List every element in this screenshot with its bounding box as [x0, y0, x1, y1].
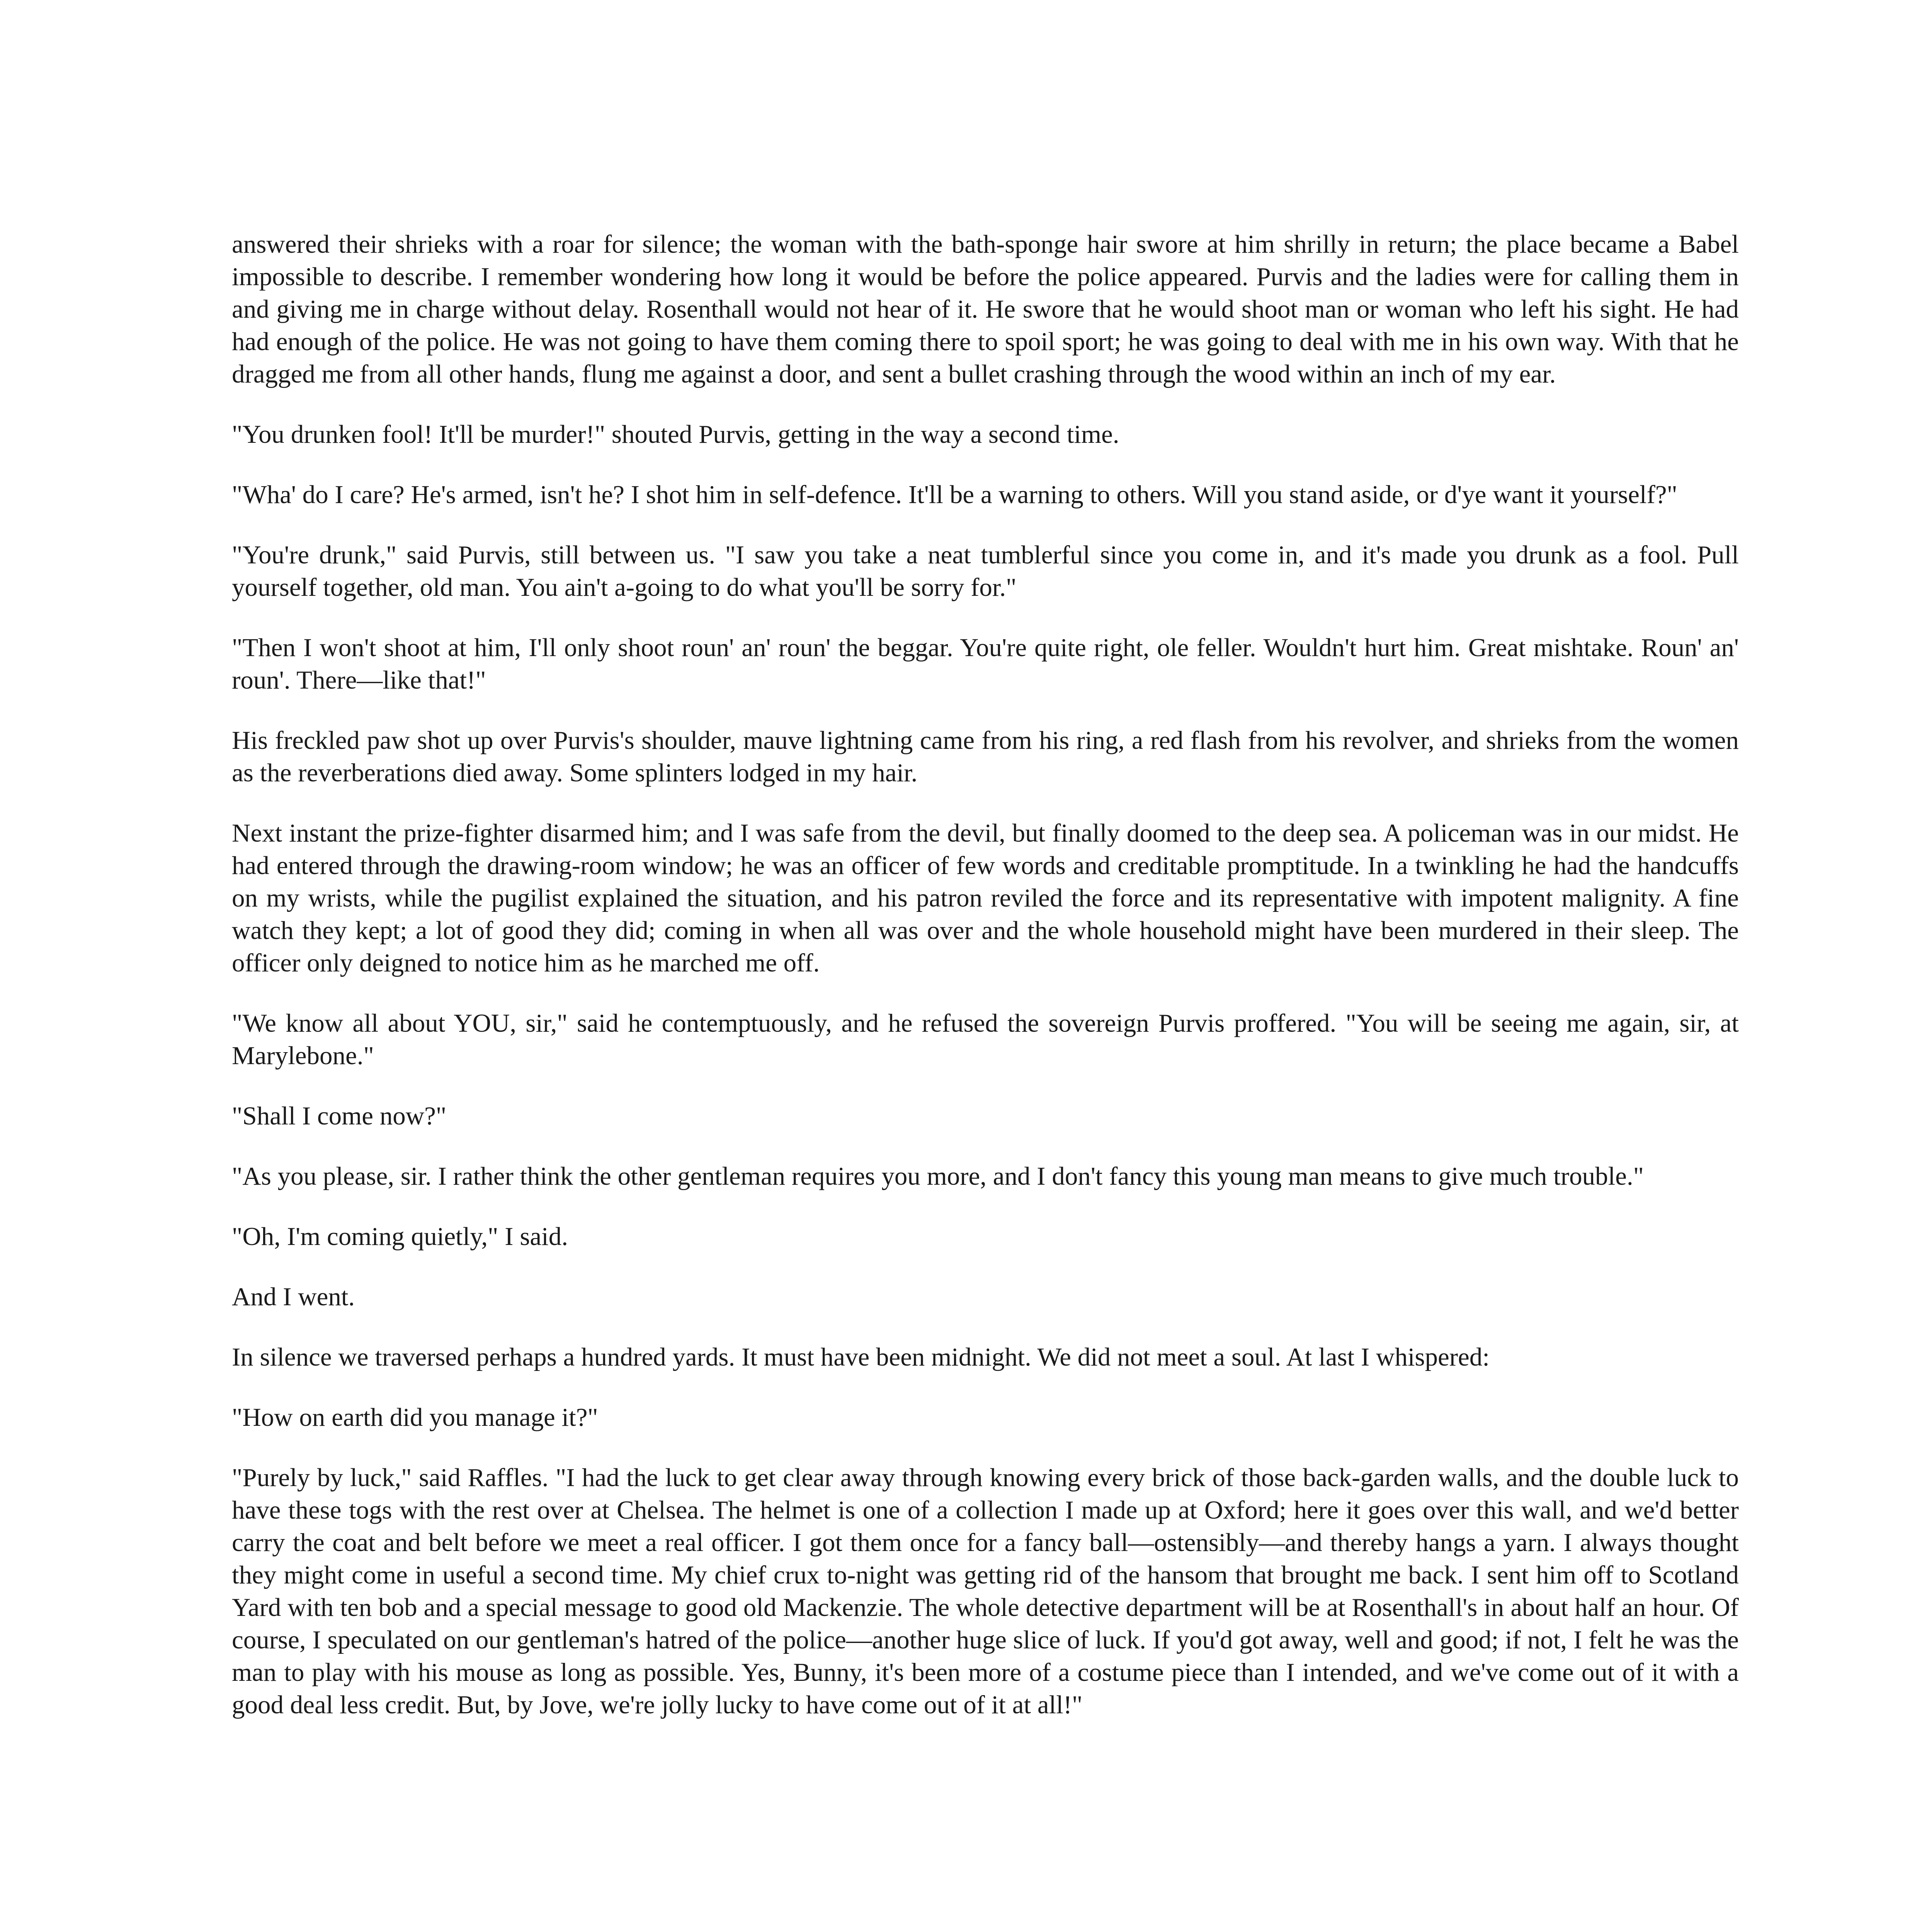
paragraph-10: "As you please, sir. I rather think the other gentleman requires you more, and I don't fancy this young man means to give much trouble." — [232, 1162, 1644, 1190]
paragraph-6: His freckled paw shot up over Purvis's shoulder, mauve lightning came from his ring, a red flash from his revolver, and shrieks from the women as the reverberations died away. Some splinters lodged in my hair. — [232, 726, 1739, 787]
paragraph-1: answered their shrieks with a roar for silence; the woman with the bath-sponge hair swore at him shrilly in return; the place became a Babel impossible to describe. I remember wondering how long it would be before the police appeared. Purvis and the ladies were for calling them in and giving me in charge without delay. Rosenthall would not hear of it. He swore that he would shoot man or woman who left his sight. He had had enough of the police. He was not going to have them coming there to spoil sport; he was going to deal with me in his own way. With that he dragged me from all other hands, flung me against a door, and sent a bullet crashing through the wood within an inch of my ear. — [232, 230, 1739, 388]
paragraph-13: In silence we traversed perhaps a hundred yards. It must have been midnight. We did not meet a soul. At last I whispered: — [232, 1343, 1490, 1371]
paragraph-11: "Oh, I'm coming quietly," I said. — [232, 1222, 568, 1251]
paragraph-8: "We know all about YOU, sir," said he contemptuously, and he refused the sovereign Purvis proffered. "You will be seeing me again, sir, at Marylebone." — [232, 1009, 1739, 1070]
paragraph-4: "You're drunk," said Purvis, still between us. "I saw you take a neat tumblerful since you come in, and it's made you drunk as a fool. Pull yourself together, old man. You ain't a-going to do what you'll be sorry for." — [232, 541, 1739, 602]
paragraph-9: "Shall I come now?" — [232, 1102, 447, 1130]
paragraph-7: Next instant the prize-fighter disarmed him; and I was safe from the devil, but finally doomed to the deep sea. A policeman was in our midst. He had entered through the drawing-room window; he was an officer of few words and creditable promptitude. In a twinkling he had the handcuffs on my wrists, while the pugilist explained the situation, and his patron reviled the force and its representative with impotent malignity. A fine watch they kept; a lot of good they did; coming in when all was over and the whole household might have been murdered in their sleep. The officer only deigned to notice him as he marched me off. — [232, 819, 1739, 977]
paragraph-14: "How on earth did you manage it?" — [232, 1403, 598, 1432]
paragraph-15: "Purely by luck," said Raffles. "I had the luck to get clear away through knowing every brick of those back-garden walls, and the double luck to have these togs with the rest over at Chelsea. The helmet is one of a collection I made up at Oxford; here it goes over this wall, and we'd better carry the coat and belt before we meet a real officer. I got them once for a fancy ball—ostensibly—and thereby hangs a yarn. I always thought they might come in useful a second time. My chief crux to-night was getting rid of the hansom that brought me back. I sent him off to Scotland Yard with ten bob and a special message to good old Mackenzie. The whole detective department will be at Rosenthall's in about half an hour. Of course, I speculated on our gentleman's hatred of the police—another huge slice of luck. If you'd got away, well and good; if not, I felt he was the man to play with his mouse as long as possible. Yes, Bunny, it's been more of a costume piece than I intended, and we've come out of it with a good deal less credit. But, by Jove, we're jolly lucky to have come out of it at all!" — [232, 1463, 1739, 1719]
body-text — [232, 228, 1739, 1749]
paragraph-12: And I went. — [232, 1282, 355, 1311]
paragraph-3: "Wha' do I care? He's armed, isn't he? I shot him in self-defence. It'll be a warning to others. Will you stand aside, or d'ye want it yourself?" — [232, 480, 1678, 509]
paragraph-2: "You drunken fool! It'll be murder!" shouted Purvis, getting in the way a second time. — [232, 420, 1119, 449]
paragraph-5: "Then I won't shoot at him, I'll only shoot roun' an' roun' the beggar. You're quite right, ole feller. Wouldn't hurt him. Great mishtake. Roun' an' roun'. There—like that!" — [232, 633, 1739, 694]
